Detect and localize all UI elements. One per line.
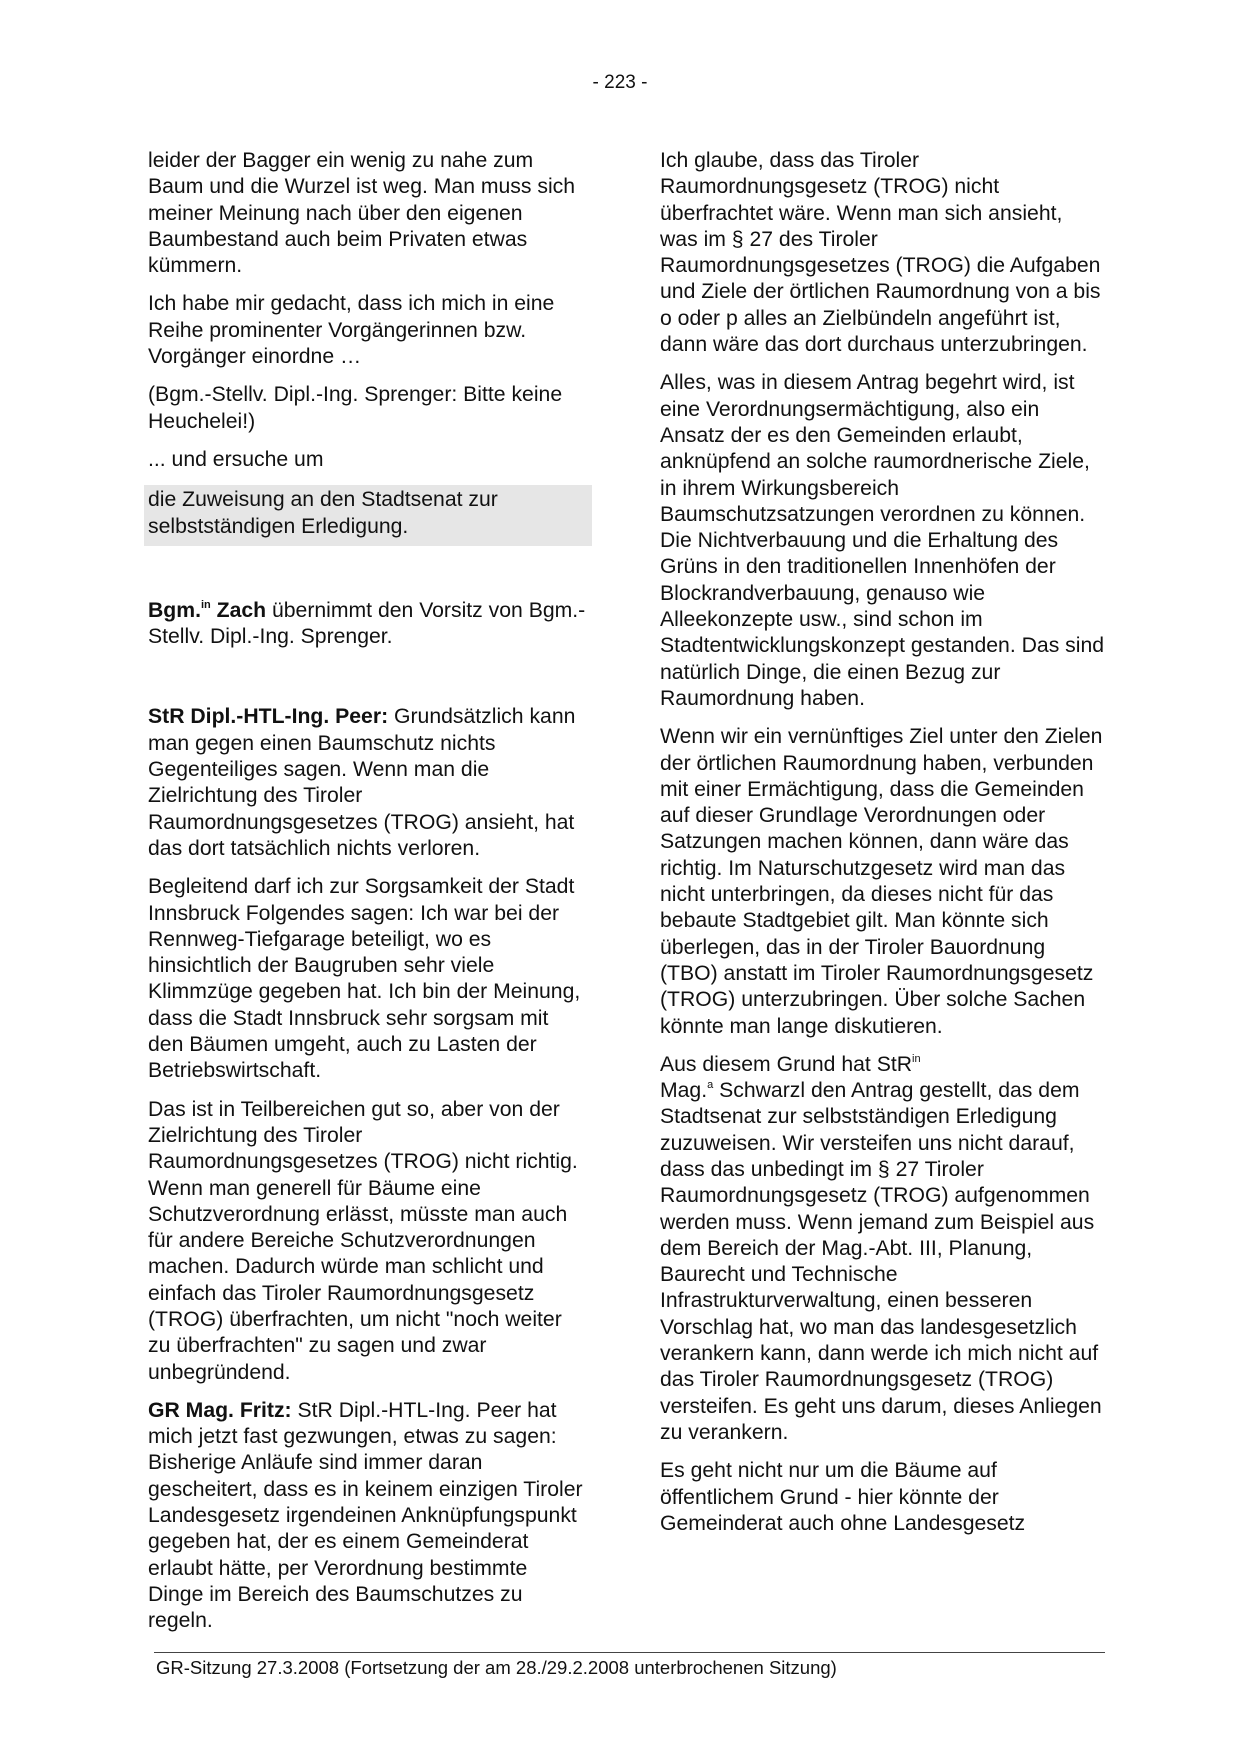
motion-box: die Zuweisung an den Stadtsenat zur selbstständigen Erledigung. <box>144 485 592 546</box>
speaker-label: GR Mag. Fritz: <box>148 1398 292 1422</box>
paragraph: Ich glaube, dass das Tiroler Raumordnungsgesetz (TROG) nicht überfrachtet wäre. Wenn man sich ansieht, was im § 27 des Tiroler Raumordnungsgesetzes (TROG) die Aufgaben und Ziele der örtlichen Raumordnung von a bis o oder p alles an Zielbündeln angeführt ist, dann wäre das dort durchaus unterzubringen. <box>660 149 1101 357</box>
right-column <box>660 148 1105 1549</box>
speaker-name: Zach <box>216 598 267 622</box>
footer: GR-Sitzung 27.3.2008 (Fortsetzung der am 28./29.2.2008 unterbrochenen Sitzung) <box>156 1657 837 1678</box>
paragraph: leider der Bagger ein wenig zu nahe zum Baum und die Wurzel ist weg. Man muss sich meiner Meinung nach über den eigenen Baumbestand auch beim Privaten etwas kümmern. <box>148 149 576 278</box>
text-fragment: Mag. <box>660 1079 708 1103</box>
text-fragment: Schwarzl den Antrag gestellt, das dem Stadtsenat zur selbstständigen Erledigung zuzuweisen. Wir versteifen uns nicht darauf, dass das unbedingt im § 27 Tiroler Raumordnungsgesetz (TROG) aufgenommen werden muss. Wenn jemand zum Beispiel aus dem Bereich der Mag.-Abt. III, Planung, Baurecht und Technische Infrastrukturverwaltung, einen besseren Vorschlag hat, wo man das landesgesetzlich verankern kann, dann werde ich mich nicht auf das Tiroler Raumordnungsgesetz (TROG) versteifen. Es geht uns darum, dieses Anliegen zu verankern. <box>660 1079 1102 1444</box>
paragraph: ... und ersuche um <box>148 447 324 471</box>
page-number: - 223 - <box>592 72 648 93</box>
paragraph: Begleitend darf ich zur Sorgsamkeit der Stadt Innsbruck Folgendes sagen: Ich war bei der Rennweg-Tiefgarage beteiligt, wo es hinsichtlich der Baugruben sehr viele Klimmzüge gegeben hat. Ich bin der Meinung, dass die Stadt Innsbruck sehr sorgsam mit den Bäumen umgeht, auch zu Lasten der Betriebswirtschaft. <box>148 875 581 1083</box>
paragraph: Ich habe mir gedacht, dass ich mich in eine Reihe prominenter Vorgängerinnen bzw. Vorgänger einordne … <box>148 292 555 369</box>
paragraph: Alles, was in diesem Antrag begehrt wird, ist eine Verordnungsermächtigung, also ein Ansatz der es den Gemeinden erlaubt, anknüpfend an solche raumordnerische Ziele, in ihrem Wirkungsbereich Baumschutzsatzungen verordnen zu können. Die Nichtverbauung und die Erhaltung des Grüns in den traditionellen Innenhöfen der Blockrandverbauung, genauso wie Alleekonzepte usw., sind schon im Stadtentwicklungskonzept gestanden. Das sind natürlich Dinge, die einen Bezug zur Raumordnung haben. <box>660 371 1105 710</box>
left-column <box>148 148 588 1647</box>
speech-text: Grundsätzlich kann man gegen einen Baumschutz nichts Gegenteiliges sagen. Wenn man die Zielrichtung des Tiroler Raumordnungsgesetzes (TROG) ansieht, hat das dort tatsächlich nichts verloren. <box>148 705 576 860</box>
text-fragment: Aus diesem Grund hat StR <box>660 1052 913 1076</box>
speaker-label: StR Dipl.-HTL-Ing. Peer: <box>148 705 389 729</box>
speech-text: StR Dipl.-HTL-Ing. Peer hat mich jetzt fast gezwungen, etwas zu sagen: Bisherige Anläufe sind immer daran gescheitert, dass es in keinem einzigen Tiroler Landesgesetz irgendeinen Anknüpfungspunkt gegeben hat, der es einem Gemeinderat erlaubt hätte, per Verordnung bestimmte Dinge im Bereich des Baumschutzes zu regeln. <box>148 1398 583 1633</box>
superscript: in <box>912 1052 921 1065</box>
footer-divider <box>154 1652 1105 1653</box>
superscript: in <box>200 598 211 611</box>
speech-peer <box>148 704 588 862</box>
paragraph <box>660 1052 1105 1446</box>
interjection: (Bgm.-Stellv. Dipl.-Ing. Sprenger: Bitte keine Heuchelei!) <box>148 383 563 433</box>
paragraph: Es geht nicht nur um die Bäume auf öffentlichem Grund - hier könnte der Gemeinderat auch ohne Landesgesetz <box>660 1459 1026 1535</box>
superscript: a <box>707 1079 714 1092</box>
paragraph: Das ist in Teilbereichen gut so, aber von der Zielrichtung des Tiroler Raumordnungsgesetzes (TROG) nicht richtig. Wenn man generell für Bäume eine Schutzverordnung erlässt, müsste man auch für andere Bereiche Schutzverordnungen machen. Dadurch würde man schlicht und einfach das Tiroler Raumordnungsgesetz (TROG) überfrachten, um nicht "noch weiter zu überfrachten" zu sagen und zwar unbegründend. <box>148 1097 578 1384</box>
chair-change-notice <box>148 598 588 651</box>
speaker-title: Bgm. <box>148 598 201 622</box>
paragraph: Wenn wir ein vernünftiges Ziel unter den Zielen der örtlichen Raumordnung haben, verbunden mit einer Ermächtigung, dass die Gemeinden auf dieser Grundlage Verordnungen oder Satzungen machen können, dann wäre das richtig. Im Naturschutzgesetz wird man das nicht unterbringen, da dieses nicht für das bebaute Stadtgebiet gilt. Man könnte sich überlegen, das in der Tiroler Bauordnung (TBO) anstatt im Tiroler Raumordnungsgesetz (TROG) unterzubringen. Über solche Sachen könnte man lange diskutieren. <box>660 725 1103 1038</box>
notice-text: übernimmt den Vorsitz von Bgm.-Stellv. Dipl.-Ing. Sprenger. <box>148 598 586 649</box>
speech-fritz <box>148 1398 588 1635</box>
